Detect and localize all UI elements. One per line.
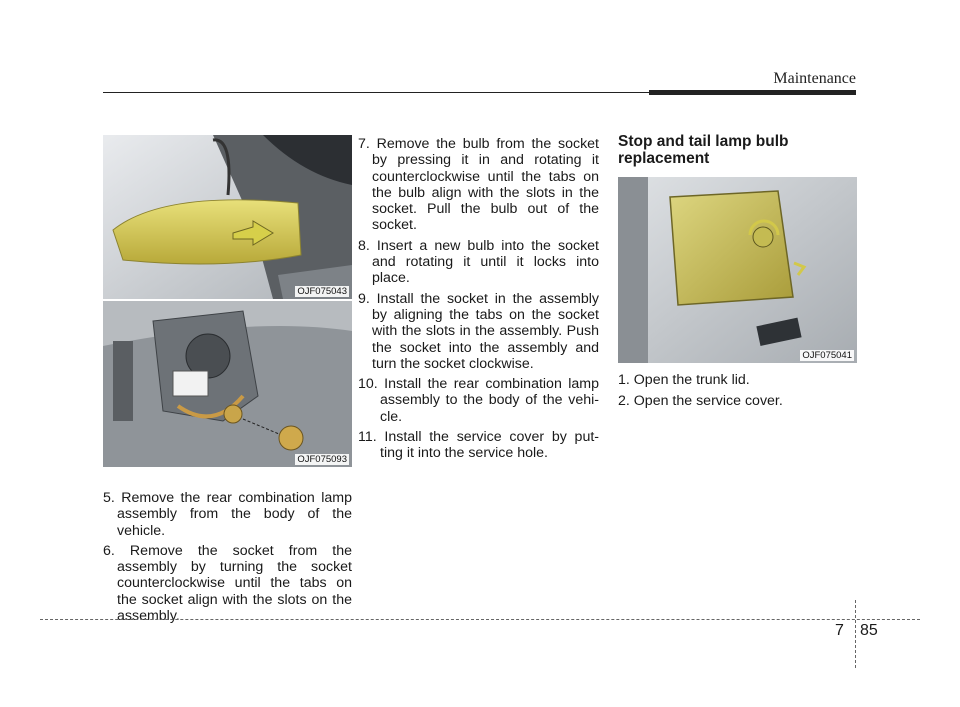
footer-rule [40,619,920,620]
step-9: 9. Install the socket in the assembly by aligning the tabs on the socket with the slots in the assembly. Push the socket into the assembly and turn the socket clockwise. [358,290,599,372]
step-5: 5. Remove the rear combination lamp assembly from the body of the vehicle. [103,490,352,539]
section-title: Stop and tail lamp bulb replacement [618,133,789,167]
service-cover-illustration [618,177,857,363]
stop-tail-lamp-section [618,133,858,177]
footer-divider [855,600,856,668]
step-8: 8. Insert a new bulb into the socket and rotating it until it locks into place. [358,237,599,287]
socket-illustration [103,301,352,467]
page-number: 85 [860,622,878,639]
steps-left-column [103,490,352,628]
chapter-number: 7 [835,622,844,639]
figure-code: OJF075043 [297,286,347,297]
figure-code: OJF075093 [297,454,347,465]
step-10: 10. Install the rear combination lamp assembly to the body of the vehi-cle. [358,376,599,425]
figure-service-cover [618,177,857,363]
steps-middle-column [358,136,599,466]
figure-code: OJF075041 [802,350,852,361]
step-7: 7. Remove the bulb from the socket by pressing it in and rotating it counterclockwise until the tabs on the bulb align with the slots in the socket. Pull the bulb out of the socket. [358,136,599,234]
figure-socket-removal [103,301,352,467]
figure-rear-lamp [103,135,352,299]
step-open-trunk: 1. Open the trunk lid. [618,372,750,388]
step-11: 11. Install the service cover by put-ting it into the service hole. [358,429,599,462]
page-header-title: Maintenance [773,70,856,87]
step-6: 6. Remove the socket from the assembly by turning the socket counterclockwise until the tabs on the socket align with the slots on the assembly. [103,542,352,625]
step-open-service-cover: 2. Open the service cover. [618,393,783,410]
rear-lamp-illustration [103,135,352,299]
header-bar [649,90,856,95]
section-steps [618,372,858,415]
header-rule [103,92,649,93]
